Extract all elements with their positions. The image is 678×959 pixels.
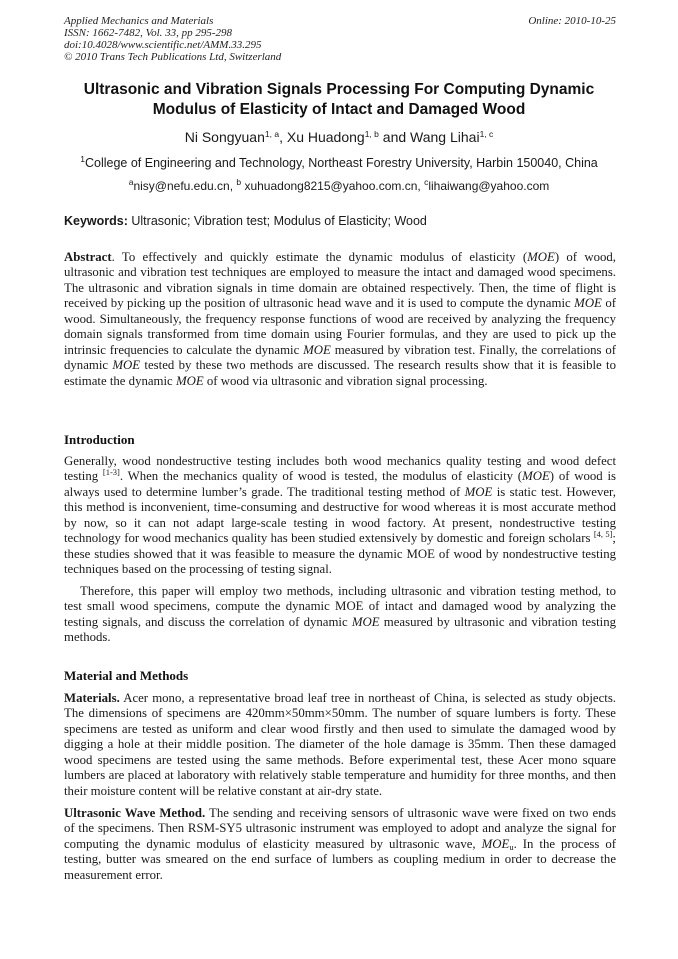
affiliation-mark: 1 <box>80 154 85 164</box>
introduction-paragraph-1 <box>64 454 616 578</box>
citation: [1-3] <box>102 467 120 478</box>
moe-term: MOE <box>303 342 331 357</box>
abstract-text: of wood. Simultaneously, the frequency response functions of wood are received by analyzing the frequency domain signals transformed from time domain using Fourier formulas, and they are used to pick up the intrinsic frequencies to calculate the dynamic <box>64 296 617 357</box>
email-mark: b <box>236 177 242 187</box>
author-affil-mark: 1, b <box>364 129 379 139</box>
keywords-label: Keywords: <box>64 214 128 228</box>
moe-term: MOE <box>464 484 493 499</box>
body-text: is static test. However, this method is inconvenient, time-consuming and destructive for wood whereas it is most accurate method by now, so it can not adapt large-scale testing in wood factory. At present, nondestructive testing technology for wood mechanics quality has been studied extensively by domestic and foreign scholars <box>64 484 616 546</box>
paper-title <box>40 80 638 120</box>
body-text: measured by ultrasonic and vibration testing methods. <box>64 614 616 645</box>
materials-label: Materials. <box>64 691 120 705</box>
doi-line: doi:10.4028/www.scientific.net/AMM.33.295 <box>64 39 262 51</box>
title-line-2: Modulus of Elasticity of Intact and Damaged Wood <box>152 101 526 118</box>
keywords-text: Ultrasonic; Vibration test; Modulus of Elasticity; Wood <box>127 214 427 228</box>
email-link[interactable]: lihaiwang@yahoo.com <box>428 179 550 193</box>
citation: [4, 5] <box>593 529 613 540</box>
copyright-line: © 2010 Trans Tech Publications Ltd, Switzerland <box>64 51 282 63</box>
body-text: Generally, wood nondestructive testing includes both wood mechanics quality testing and wood defect testing <box>64 454 616 484</box>
body-text: . When the mechanics quality of wood is tested, the modulus of elasticity ( <box>119 469 523 484</box>
abstract-text: measured by vibration test. Finally, the correlations of dynamic <box>64 342 616 373</box>
moe-term: MOE <box>522 469 550 484</box>
keywords <box>64 213 616 230</box>
body-text: Therefore, this paper will employ two methods, including ultrasonic and vibration testing method, to test small wood specimens, compute the dynamic MOE of intact and damaged wood by analyzing the testing signals, and discuss the correlation of dynamic <box>64 584 616 629</box>
abstract-text: . To effectively and quickly estimate the dynamic modulus of elasticity ( <box>111 250 528 264</box>
abstract-text: of wood via ultrasonic and vibration signal processing. <box>203 373 488 388</box>
body-text: Acer mono, a representative broad leaf tree in northeast of China, is selected as study objects. The dimensions of specimens are 420mm×50mm×50mm. The number of square lumbers is forty. These specimens are tested as uniform and clear wood firstly and then used to simulate the damaged wood by digging a hole at their middle position. The diameter of the hole damage is 35mm. Then these damaged wood specimens are tested using the same methods. Before experimental test, these Acer mono square lumbers are placed at laboratory with relatively stable temperature and humidity for three months, and then their moisture content will be relative constant at air-dry state. <box>64 691 616 798</box>
email-list <box>40 177 638 195</box>
email-mark: c <box>424 177 429 187</box>
moe-term: MOE <box>112 358 141 373</box>
abstract-text: tested by these two methods are discussed. The research results show that it is feasible to estimate the dynamic <box>64 358 616 388</box>
author-affil-mark: 1, a <box>264 129 280 139</box>
materials-paragraph <box>64 691 616 799</box>
email-link[interactable]: nisy@nefu.edu.cn, <box>133 179 237 193</box>
issn-line: ISSN: 1662-7482, Vol. 33, pp 295-298 <box>64 27 233 39</box>
email-link[interactable]: xuhuadong8215@yahoo.com.cn, <box>241 179 425 193</box>
ultrasonic-label: Ultrasonic Wave Method. <box>64 806 206 820</box>
author-affil-mark: 1, c <box>479 129 494 139</box>
journal-name: Applied Mechanics and Materials <box>64 15 214 27</box>
title-line-1: Ultrasonic and Vibration Signals Processing For Computing Dynamic <box>83 81 595 98</box>
moe-subscript: u <box>509 841 514 852</box>
author-name: Xu Huadong <box>286 129 365 145</box>
methods-heading: Material and Methods <box>64 668 189 683</box>
moe-term: MOE <box>481 836 510 851</box>
abstract-label: Abstract <box>64 250 112 264</box>
abstract <box>64 250 616 389</box>
moe-term: MOE <box>351 614 380 629</box>
introduction-heading: Introduction <box>64 432 135 447</box>
moe-term: MOE <box>527 250 555 264</box>
body-text: . In the process of testing, butter was smeared on the end surface of lumbers as coupling medium in order to decrease the measurement error. <box>64 836 617 882</box>
moe-term: MOE <box>175 373 204 388</box>
body-text: ) of wood is always used to determine lumber’s grade. The traditional testing method of <box>64 469 616 499</box>
author-separator: and <box>378 129 411 145</box>
affiliation <box>40 154 638 172</box>
introduction-paragraph-2 <box>64 584 616 646</box>
journal-header <box>64 15 616 63</box>
email-mark: a <box>128 177 134 187</box>
online-date: Online: 2010-10-25 <box>528 15 616 27</box>
ultrasonic-paragraph <box>64 806 616 883</box>
affiliation-text: College of Engineering and Technology, Northeast Forestry University, Harbin 150040, China <box>84 156 598 170</box>
author-separator: , <box>279 129 287 145</box>
body-text: ; these studies showed that it was feasible to measure the dynamic MOE of wood by nondestructive testing techniques based on the processing of testing signal. <box>64 531 616 577</box>
abstract-text: ) of wood, ultrasonic and vibration test techniques are employed to measure the intact and damaged wood specimens. The ultrasonic and vibration signals in time domain are obtained respectively. Then, the time of flight is received by picking up the position of ultrasonic head wave and it is used to compute the dynamic <box>64 250 616 311</box>
moe-term: MOE <box>574 296 602 311</box>
author-list <box>40 127 638 147</box>
body-text: The sending and receiving sensors of ultrasonic wave were fixed on two ends of the specimens. Then RSM-SY5 ultrasonic instrument was employed to adopt and analyze the signal for computing the dynamic modulus of elasticity measured by ultrasonic wave, <box>64 806 616 851</box>
author-name: Ni Songyuan <box>184 129 265 145</box>
author-name: Wang Lihai <box>410 129 480 145</box>
